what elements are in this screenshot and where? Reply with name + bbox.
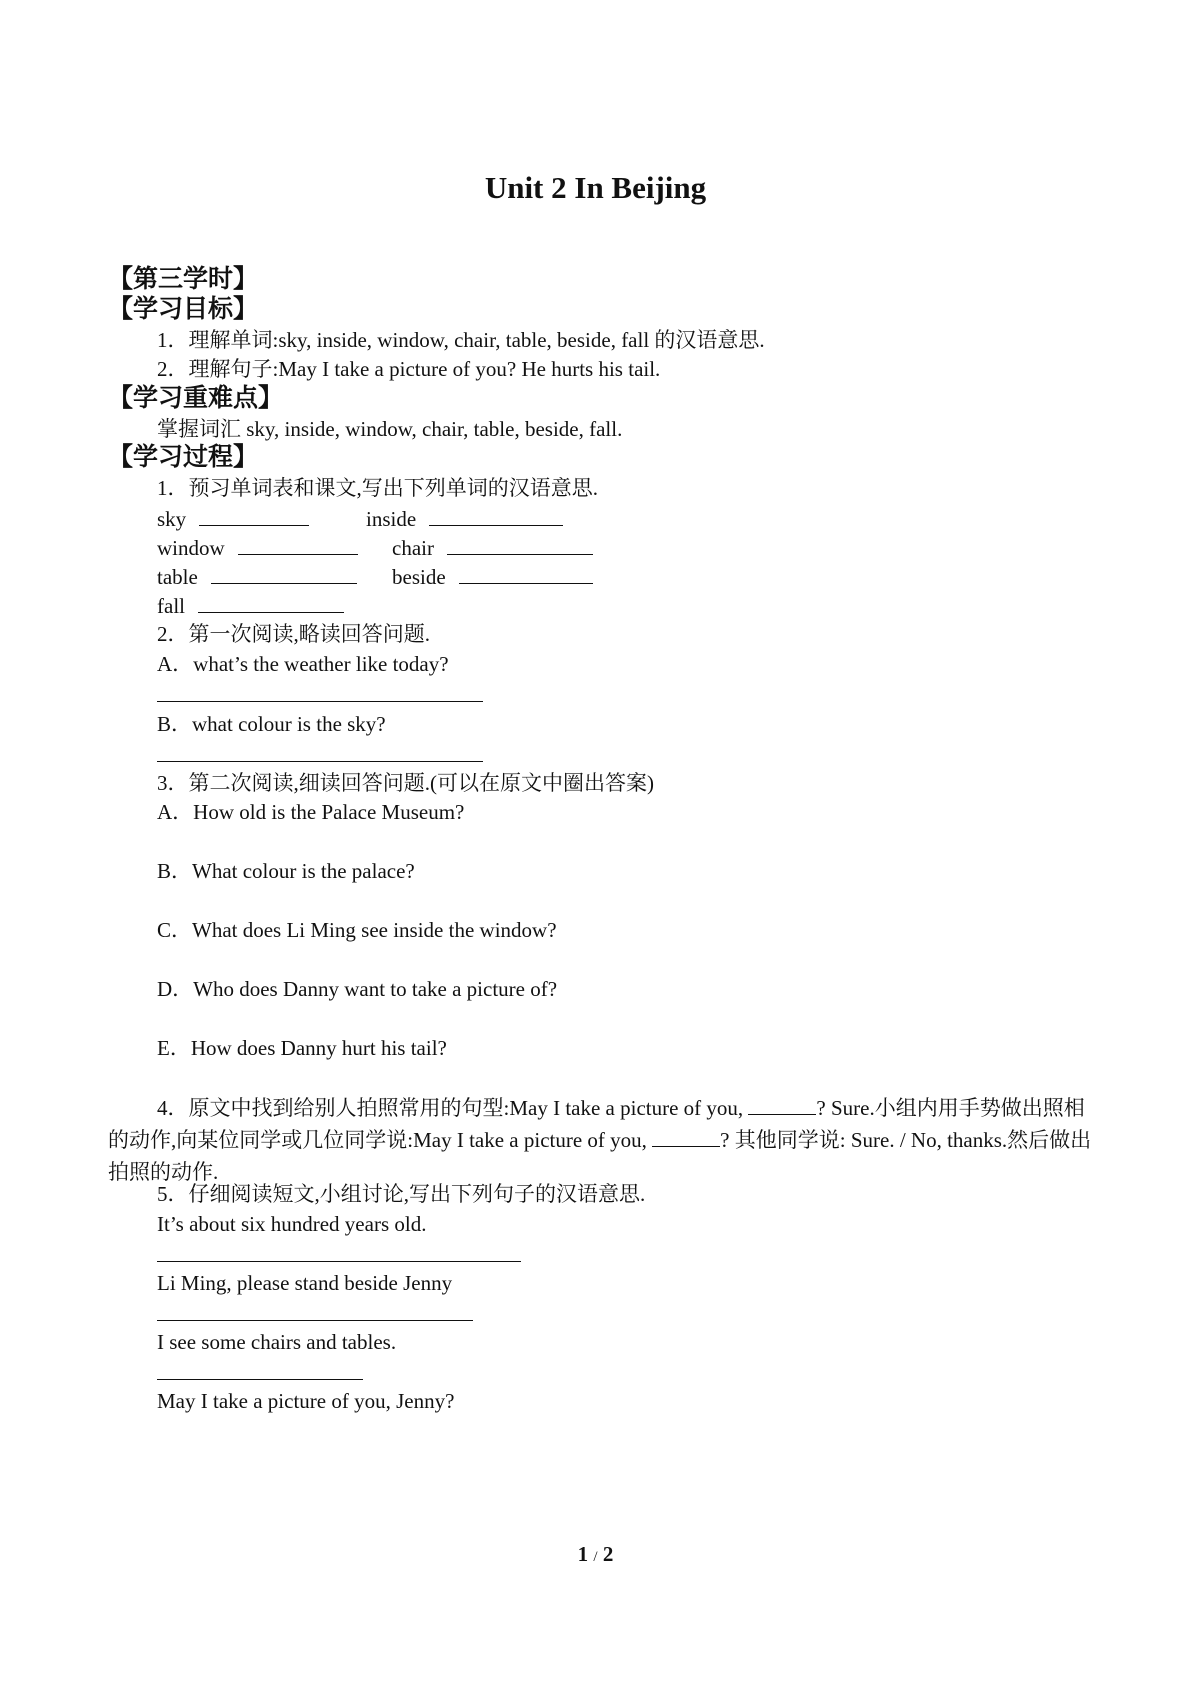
answer-line[interactable]: [157, 1378, 363, 1380]
page-total: 2: [602, 1542, 614, 1566]
answer-blank[interactable]: [459, 563, 593, 584]
word-inside: inside: [366, 507, 417, 531]
question-item: E．How does Danny hurt his tail?: [157, 1036, 447, 1060]
step4-text: ? 其他同学说: Sure. / No, thanks.然后做出拍照的动作.: [108, 1128, 1092, 1184]
word-beside: beside: [392, 565, 446, 589]
word-row: [157, 534, 358, 560]
sentence-item: I see some chairs and tables.: [157, 1330, 397, 1354]
page-number: [0, 1542, 1191, 1567]
sentence-item: It’s about six hundred years old.: [157, 1212, 427, 1236]
question-item: A．what’s the weather like today?: [157, 652, 449, 676]
sentence-item: May I take a picture of you, Jenny?: [157, 1389, 455, 1413]
answer-blank[interactable]: [652, 1126, 720, 1147]
step1-instruction: 1．预习单词表和课文,写出下列单词的汉语意思.: [157, 476, 598, 500]
section-header-goals: 【学习目标】: [108, 294, 259, 323]
question-item: B．what colour is the sky?: [157, 712, 386, 736]
word-row: [366, 505, 563, 531]
document-title: Unit 2 In Beijing: [484, 170, 707, 205]
answer-line[interactable]: [157, 1319, 473, 1321]
answer-blank[interactable]: [198, 592, 344, 613]
step2-instruction: 2．第一次阅读,略读回答问题.: [157, 622, 430, 646]
question-item: A．How old is the Palace Museum?: [157, 800, 465, 824]
goal-item: 2．理解句子:May I take a picture of you? He hurts his tail.: [157, 357, 661, 381]
word-chair: chair: [392, 536, 434, 560]
step5-instruction: 5．仔细阅读短文,小组讨论,写出下列句子的汉语意思.: [157, 1182, 646, 1206]
step3-instruction: 3．第二次阅读,细读回答问题.(可以在原文中圈出答案): [157, 771, 654, 795]
word-fall: fall: [157, 594, 185, 618]
word-table: table: [157, 565, 198, 589]
word-row: [157, 592, 344, 618]
word-row: [157, 563, 357, 589]
answer-blank[interactable]: [238, 534, 358, 555]
answer-line[interactable]: [157, 700, 483, 702]
answer-line[interactable]: [157, 1260, 521, 1262]
answer-line[interactable]: [157, 760, 483, 762]
question-item: D．Who does Danny want to take a picture of?: [157, 977, 558, 1001]
word-row: [392, 534, 593, 560]
question-item: B．What colour is the palace?: [157, 859, 415, 883]
page-current: 1: [577, 1542, 589, 1566]
word-window: window: [157, 536, 225, 560]
answer-blank[interactable]: [429, 505, 563, 526]
answer-blank[interactable]: [748, 1094, 816, 1115]
question-item: C．What does Li Ming see inside the window?: [157, 918, 557, 942]
page-separator: /: [593, 1549, 598, 1565]
word-row: [157, 505, 309, 531]
step4-text: ? Sure.小组内用手势做出照相的动作,向某位同学或几位同学说:May I take a picture of you,: [108, 1096, 1085, 1152]
sentence-item: Li Ming, please stand beside Jenny: [157, 1271, 453, 1295]
section-header-process: 【学习过程】: [108, 442, 259, 471]
answer-blank[interactable]: [447, 534, 593, 555]
key-points-text: 掌握词汇 sky, inside, window, chair, table, beside, fall.: [157, 417, 623, 441]
step4-text: 4．原文中找到给别人拍照常用的句型:May I take a picture of you,: [157, 1096, 749, 1120]
word-sky: sky: [157, 507, 187, 531]
goal-item: 1．理解单词:sky, inside, window, chair, table, beside, fall 的汉语意思.: [157, 328, 765, 352]
section-header-lesson: 【第三学时】: [108, 264, 259, 293]
step4-paragraph: [108, 1092, 1098, 1188]
answer-blank[interactable]: [211, 563, 357, 584]
section-header-key-points: 【学习重难点】: [108, 383, 284, 412]
answer-blank[interactable]: [199, 505, 309, 526]
word-row: [392, 563, 593, 589]
